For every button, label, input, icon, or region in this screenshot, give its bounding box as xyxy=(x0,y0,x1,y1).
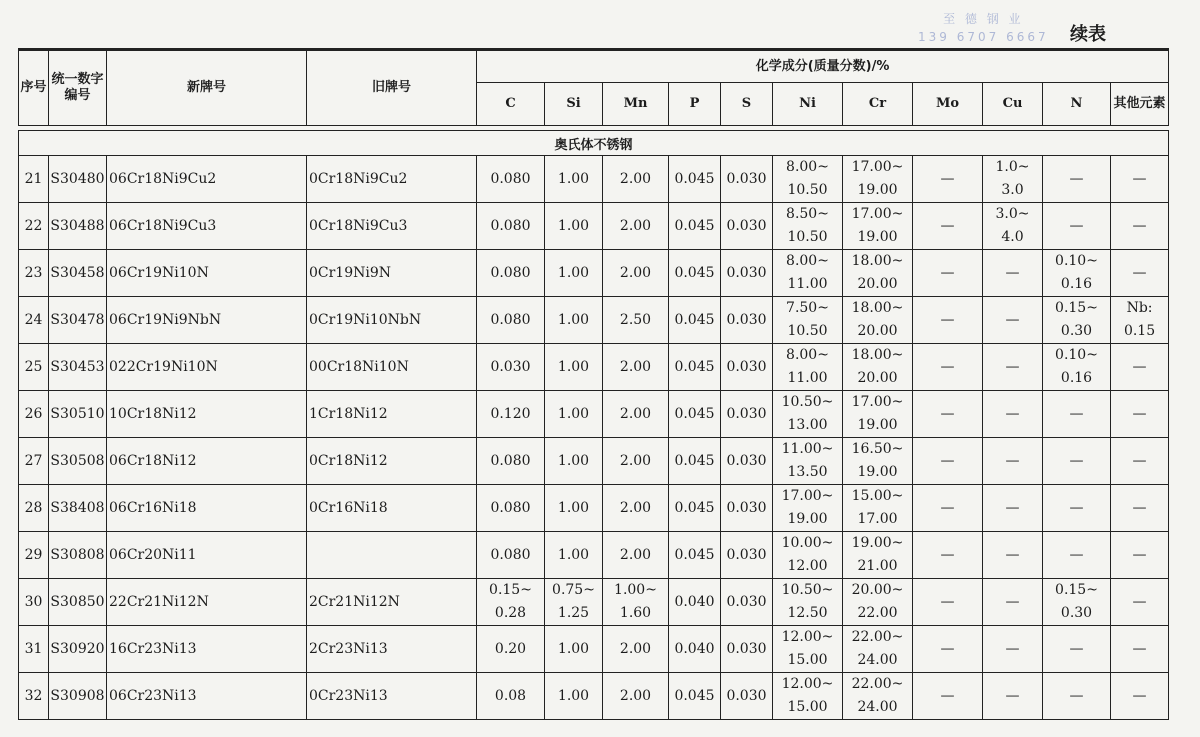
cr-cell-line: 16.50~ xyxy=(851,441,904,457)
p-cell: 0.045 xyxy=(669,250,721,297)
p-cell: 0.045 xyxy=(669,297,721,344)
s-cell: 0.030 xyxy=(721,673,773,720)
ni-cell-line: 7.50~ xyxy=(786,300,829,316)
ni-cell-line: 10.50 xyxy=(787,182,828,198)
other-cell: — xyxy=(1111,438,1169,485)
other-cell: — xyxy=(1111,156,1169,203)
cr-cell xyxy=(843,673,913,720)
cr-cell-line: 24.00 xyxy=(857,699,898,715)
si-cell: 1.00 xyxy=(545,485,603,532)
cu-cell xyxy=(983,156,1043,203)
mn-cell: 2.00 xyxy=(603,391,669,438)
mo-cell: — xyxy=(913,297,983,344)
ni-cell-line: 10.50 xyxy=(787,229,828,245)
ni-cell-line: 12.00~ xyxy=(781,676,834,692)
si-cell: 1.00 xyxy=(545,438,603,485)
ni-cell xyxy=(773,438,843,485)
s-cell: 0.030 xyxy=(721,203,773,250)
cr-cell-line: 18.00~ xyxy=(851,300,904,316)
cu-cell: — xyxy=(983,438,1043,485)
cr-cell xyxy=(843,485,913,532)
code-cell: S30480 xyxy=(49,156,107,203)
ni-cell-line: 8.00~ xyxy=(786,253,829,269)
p-cell: 0.045 xyxy=(669,391,721,438)
mn-cell-line: 1.60 xyxy=(619,605,652,621)
header-composition: 化学成分(质量分数)/% xyxy=(477,50,1169,83)
new-grade-cell: 06Cr18Ni9Cu2 xyxy=(107,156,307,203)
mn-cell: 2.00 xyxy=(603,250,669,297)
s-cell: 0.030 xyxy=(721,250,773,297)
table-row xyxy=(19,203,1169,250)
si-cell: 1.00 xyxy=(545,250,603,297)
other-cell: — xyxy=(1111,673,1169,720)
code-cell: S30458 xyxy=(49,250,107,297)
n-cell-line: 0.10~ xyxy=(1055,253,1098,269)
mn-cell: 2.00 xyxy=(603,673,669,720)
s-cell: 0.030 xyxy=(721,579,773,626)
c-cell: 0.120 xyxy=(477,391,545,438)
ni-cell xyxy=(773,297,843,344)
old-grade-cell: 1Cr18Ni12 xyxy=(307,391,477,438)
new-grade-cell: 06Cr16Ni18 xyxy=(107,485,307,532)
seq-cell: 28 xyxy=(19,485,49,532)
mn-cell: 2.50 xyxy=(603,297,669,344)
watermark-phone: 139 6707 6667 xyxy=(918,30,1049,44)
ni-cell xyxy=(773,344,843,391)
code-cell: S30508 xyxy=(49,438,107,485)
watermark xyxy=(918,10,1049,46)
mo-cell: — xyxy=(913,579,983,626)
n-cell-line: 0.16 xyxy=(1060,370,1093,386)
ni-cell xyxy=(773,626,843,673)
header-element-ni: Ni xyxy=(773,83,843,126)
old-grade-cell: 0Cr18Ni9Cu3 xyxy=(307,203,477,250)
cr-cell-line: 20.00 xyxy=(857,323,898,339)
old-grade-cell: 00Cr18Ni10N xyxy=(307,344,477,391)
n-cell-line: 0.16 xyxy=(1060,276,1093,292)
watermark-company: 至 德 钢 业 xyxy=(943,12,1024,26)
code-cell: S30850 xyxy=(49,579,107,626)
ni-cell-line: 10.00~ xyxy=(781,535,834,551)
header-new-grade: 新牌号 xyxy=(107,50,307,126)
si-cell: 1.00 xyxy=(545,626,603,673)
si-cell: 1.00 xyxy=(545,203,603,250)
c-cell: 0.080 xyxy=(477,438,545,485)
ni-cell-line: 8.00~ xyxy=(786,159,829,175)
cu-cell: — xyxy=(983,250,1043,297)
ni-cell xyxy=(773,391,843,438)
n-cell: — xyxy=(1043,673,1111,720)
table-row xyxy=(19,297,1169,344)
ni-cell-line: 19.00 xyxy=(787,511,828,527)
cr-cell-line: 19.00 xyxy=(857,182,898,198)
other-cell-line: Nb: xyxy=(1126,300,1153,316)
n-cell: — xyxy=(1043,626,1111,673)
header-element-p: P xyxy=(669,83,721,126)
cr-cell-line: 18.00~ xyxy=(851,347,904,363)
old-grade-cell: 0Cr18Ni9Cu2 xyxy=(307,156,477,203)
seq-cell: 25 xyxy=(19,344,49,391)
n-cell: — xyxy=(1043,156,1111,203)
new-grade-cell: 06Cr20Ni11 xyxy=(107,532,307,579)
header-element-n: N xyxy=(1043,83,1111,126)
s-cell: 0.030 xyxy=(721,156,773,203)
cr-cell xyxy=(843,156,913,203)
s-cell: 0.030 xyxy=(721,626,773,673)
ni-cell xyxy=(773,579,843,626)
mo-cell: — xyxy=(913,438,983,485)
header-element-s: S xyxy=(721,83,773,126)
mn-cell: 2.00 xyxy=(603,203,669,250)
c-cell: 0.080 xyxy=(477,532,545,579)
cr-cell xyxy=(843,626,913,673)
cr-cell xyxy=(843,344,913,391)
new-grade-cell: 22Cr21Ni12N xyxy=(107,579,307,626)
header-element-c: C xyxy=(477,83,545,126)
ni-cell-line: 13.50 xyxy=(787,464,828,480)
cr-cell-line: 19.00 xyxy=(857,464,898,480)
new-grade-cell: 10Cr18Ni12 xyxy=(107,391,307,438)
new-grade-cell: 06Cr19Ni9NbN xyxy=(107,297,307,344)
ni-cell xyxy=(773,203,843,250)
ni-cell-line: 15.00 xyxy=(787,699,828,715)
new-grade-cell: 06Cr23Ni13 xyxy=(107,673,307,720)
code-cell: S30908 xyxy=(49,673,107,720)
header-element-mo: Mo xyxy=(913,83,983,126)
table-row xyxy=(19,438,1169,485)
mn-cell: 2.00 xyxy=(603,438,669,485)
table-body xyxy=(19,156,1169,720)
cr-cell-line: 19.00 xyxy=(857,417,898,433)
other-cell: — xyxy=(1111,532,1169,579)
ni-cell-line: 10.50 xyxy=(787,323,828,339)
cr-cell-line: 20.00~ xyxy=(851,582,904,598)
cu-cell: — xyxy=(983,344,1043,391)
mo-cell: — xyxy=(913,673,983,720)
n-cell-line: 0.15~ xyxy=(1055,300,1098,316)
cr-cell xyxy=(843,297,913,344)
s-cell: 0.030 xyxy=(721,297,773,344)
c-cell: 0.080 xyxy=(477,250,545,297)
si-cell xyxy=(545,579,603,626)
mo-cell: — xyxy=(913,626,983,673)
continued-label: 续表 xyxy=(1070,24,1106,45)
ni-cell-line: 11.00~ xyxy=(781,441,834,457)
n-cell: — xyxy=(1043,485,1111,532)
other-cell: — xyxy=(1111,344,1169,391)
n-cell: — xyxy=(1043,391,1111,438)
mn-cell-line: 1.00~ xyxy=(614,582,657,598)
c-cell: 0.08 xyxy=(477,673,545,720)
cr-cell xyxy=(843,438,913,485)
c-cell: 0.080 xyxy=(477,297,545,344)
ni-cell xyxy=(773,485,843,532)
table-row xyxy=(19,485,1169,532)
code-cell: S30808 xyxy=(49,532,107,579)
mo-cell: — xyxy=(913,250,983,297)
s-cell: 0.030 xyxy=(721,438,773,485)
n-cell-line: 0.30 xyxy=(1060,323,1093,339)
ni-cell-line: 8.00~ xyxy=(786,347,829,363)
mo-cell: — xyxy=(913,391,983,438)
table-row xyxy=(19,344,1169,391)
cu-cell xyxy=(983,203,1043,250)
seq-cell: 32 xyxy=(19,673,49,720)
s-cell: 0.030 xyxy=(721,391,773,438)
n-cell: — xyxy=(1043,532,1111,579)
header-element-mn: Mn xyxy=(603,83,669,126)
cr-cell-line: 24.00 xyxy=(857,652,898,668)
cu-cell: — xyxy=(983,626,1043,673)
si-cell-line: 0.75~ xyxy=(552,582,595,598)
cu-cell-line: 4.0 xyxy=(1001,229,1024,245)
other-cell: — xyxy=(1111,203,1169,250)
header-element-cu: Cu xyxy=(983,83,1043,126)
si-cell: 1.00 xyxy=(545,297,603,344)
cr-cell-line: 20.00 xyxy=(857,370,898,386)
new-grade-cell: 06Cr18Ni12 xyxy=(107,438,307,485)
new-grade-cell: 06Cr18Ni9Cu3 xyxy=(107,203,307,250)
composition-table xyxy=(18,48,1169,720)
ni-cell xyxy=(773,156,843,203)
cu-cell-line: 3.0~ xyxy=(995,206,1030,222)
code-cell: S38408 xyxy=(49,485,107,532)
seq-cell: 29 xyxy=(19,532,49,579)
seq-cell: 30 xyxy=(19,579,49,626)
n-cell: — xyxy=(1043,203,1111,250)
header-old-grade: 旧牌号 xyxy=(307,50,477,126)
cr-cell-line: 15.00~ xyxy=(851,488,904,504)
old-grade-cell: 2Cr21Ni12N xyxy=(307,579,477,626)
ni-cell-line: 12.50 xyxy=(787,605,828,621)
si-cell: 1.00 xyxy=(545,344,603,391)
code-cell: S30510 xyxy=(49,391,107,438)
c-cell: 0.080 xyxy=(477,485,545,532)
old-grade-cell: 0Cr16Ni18 xyxy=(307,485,477,532)
cu-cell: — xyxy=(983,297,1043,344)
p-cell: 0.040 xyxy=(669,626,721,673)
c-cell xyxy=(477,579,545,626)
n-cell xyxy=(1043,579,1111,626)
c-cell: 0.20 xyxy=(477,626,545,673)
mn-cell xyxy=(603,579,669,626)
si-cell: 1.00 xyxy=(545,532,603,579)
table-row xyxy=(19,579,1169,626)
mo-cell: — xyxy=(913,156,983,203)
cu-cell: — xyxy=(983,532,1043,579)
cr-cell-line: 20.00 xyxy=(857,276,898,292)
mn-cell: 2.00 xyxy=(603,485,669,532)
cr-cell-line: 17.00 xyxy=(857,511,898,527)
other-cell: — xyxy=(1111,579,1169,626)
cr-cell-line: 22.00 xyxy=(857,605,898,621)
cr-cell xyxy=(843,579,913,626)
other-cell-line: 0.15 xyxy=(1123,323,1156,339)
ni-cell-line: 10.50~ xyxy=(781,394,834,410)
cr-cell xyxy=(843,203,913,250)
c-cell: 0.030 xyxy=(477,344,545,391)
code-cell: S30920 xyxy=(49,626,107,673)
si-cell-line: 1.25 xyxy=(557,605,590,621)
p-cell: 0.045 xyxy=(669,344,721,391)
header-element-si: Si xyxy=(545,83,603,126)
s-cell: 0.030 xyxy=(721,344,773,391)
cu-cell: — xyxy=(983,485,1043,532)
mo-cell: — xyxy=(913,203,983,250)
n-cell-line: 0.10~ xyxy=(1055,347,1098,363)
seq-cell: 23 xyxy=(19,250,49,297)
cr-cell xyxy=(843,532,913,579)
cr-cell-line: 21.00 xyxy=(857,558,898,574)
c-cell: 0.080 xyxy=(477,203,545,250)
cu-cell: — xyxy=(983,391,1043,438)
c-cell: 0.080 xyxy=(477,156,545,203)
ni-cell xyxy=(773,532,843,579)
category-heading: 奥氏体不锈钢 xyxy=(19,131,1169,156)
old-grade-cell: 0Cr18Ni12 xyxy=(307,438,477,485)
seq-cell: 24 xyxy=(19,297,49,344)
ni-cell-line: 8.50~ xyxy=(786,206,829,222)
code-cell: S30488 xyxy=(49,203,107,250)
n-cell-line: 0.15~ xyxy=(1055,582,1098,598)
cr-cell-line: 19.00~ xyxy=(851,535,904,551)
si-cell: 1.00 xyxy=(545,391,603,438)
si-cell: 1.00 xyxy=(545,156,603,203)
ni-cell-line: 11.00 xyxy=(787,276,828,292)
mn-cell: 2.00 xyxy=(603,626,669,673)
other-cell: — xyxy=(1111,626,1169,673)
s-cell: 0.030 xyxy=(721,485,773,532)
cr-cell-line: 22.00~ xyxy=(851,629,904,645)
cr-cell-line: 18.00~ xyxy=(851,253,904,269)
ni-cell-line: 10.50~ xyxy=(781,582,834,598)
old-grade-cell: 2Cr23Ni13 xyxy=(307,626,477,673)
seq-cell: 26 xyxy=(19,391,49,438)
cr-cell-line: 19.00 xyxy=(857,229,898,245)
other-cell xyxy=(1111,297,1169,344)
cr-cell-line: 17.00~ xyxy=(851,159,904,175)
s-cell: 0.030 xyxy=(721,532,773,579)
old-grade-cell: 0Cr23Ni13 xyxy=(307,673,477,720)
table-row xyxy=(19,673,1169,720)
n-cell xyxy=(1043,344,1111,391)
cu-cell: — xyxy=(983,579,1043,626)
mn-cell: 2.00 xyxy=(603,344,669,391)
cu-cell-line: 3.0 xyxy=(1001,182,1024,198)
header-seq: 序号 xyxy=(19,50,49,126)
n-cell: — xyxy=(1043,438,1111,485)
table-row xyxy=(19,391,1169,438)
new-grade-cell: 06Cr19Ni10N xyxy=(107,250,307,297)
ni-cell xyxy=(773,250,843,297)
n-cell-line: 0.30 xyxy=(1060,605,1093,621)
cu-cell: — xyxy=(983,673,1043,720)
p-cell: 0.045 xyxy=(669,485,721,532)
other-cell: — xyxy=(1111,250,1169,297)
code-cell: S30478 xyxy=(49,297,107,344)
c-cell-line: 0.28 xyxy=(494,605,527,621)
c-cell-line: 0.15~ xyxy=(489,582,532,598)
cr-cell-line: 22.00~ xyxy=(851,676,904,692)
old-grade-cell xyxy=(307,532,477,579)
ni-cell-line: 13.00 xyxy=(787,417,828,433)
mn-cell: 2.00 xyxy=(603,532,669,579)
n-cell xyxy=(1043,250,1111,297)
seq-cell: 27 xyxy=(19,438,49,485)
p-cell: 0.040 xyxy=(669,579,721,626)
table-row xyxy=(19,532,1169,579)
table-row xyxy=(19,156,1169,203)
header-element-other: 其他元素 xyxy=(1111,83,1169,126)
n-cell xyxy=(1043,297,1111,344)
p-cell: 0.045 xyxy=(669,438,721,485)
seq-cell: 31 xyxy=(19,626,49,673)
cr-cell-line: 17.00~ xyxy=(851,394,904,410)
si-cell: 1.00 xyxy=(545,673,603,720)
code-cell: S30453 xyxy=(49,344,107,391)
mo-cell: — xyxy=(913,485,983,532)
ni-cell-line: 12.00~ xyxy=(781,629,834,645)
seq-cell: 22 xyxy=(19,203,49,250)
p-cell: 0.045 xyxy=(669,203,721,250)
table-row xyxy=(19,626,1169,673)
old-grade-cell: 0Cr19Ni9N xyxy=(307,250,477,297)
table-row xyxy=(19,250,1169,297)
cr-cell xyxy=(843,250,913,297)
ni-cell-line: 12.00 xyxy=(787,558,828,574)
new-grade-cell: 022Cr19Ni10N xyxy=(107,344,307,391)
cr-cell-line: 17.00~ xyxy=(851,206,904,222)
mn-cell: 2.00 xyxy=(603,156,669,203)
header-element-cr: Cr xyxy=(843,83,913,126)
ni-cell-line: 15.00 xyxy=(787,652,828,668)
p-cell: 0.045 xyxy=(669,532,721,579)
p-cell: 0.045 xyxy=(669,156,721,203)
mo-cell: — xyxy=(913,532,983,579)
ni-cell-line: 17.00~ xyxy=(781,488,834,504)
ni-cell xyxy=(773,673,843,720)
new-grade-cell: 16Cr23Ni13 xyxy=(107,626,307,673)
other-cell: — xyxy=(1111,391,1169,438)
other-cell: — xyxy=(1111,485,1169,532)
seq-cell: 21 xyxy=(19,156,49,203)
header-code: 统一数字编号 xyxy=(49,50,107,126)
old-grade-cell: 0Cr19Ni10NbN xyxy=(307,297,477,344)
p-cell: 0.045 xyxy=(669,673,721,720)
ni-cell-line: 11.00 xyxy=(787,370,828,386)
cr-cell xyxy=(843,391,913,438)
cu-cell-line: 1.0~ xyxy=(995,159,1030,175)
mo-cell: — xyxy=(913,344,983,391)
